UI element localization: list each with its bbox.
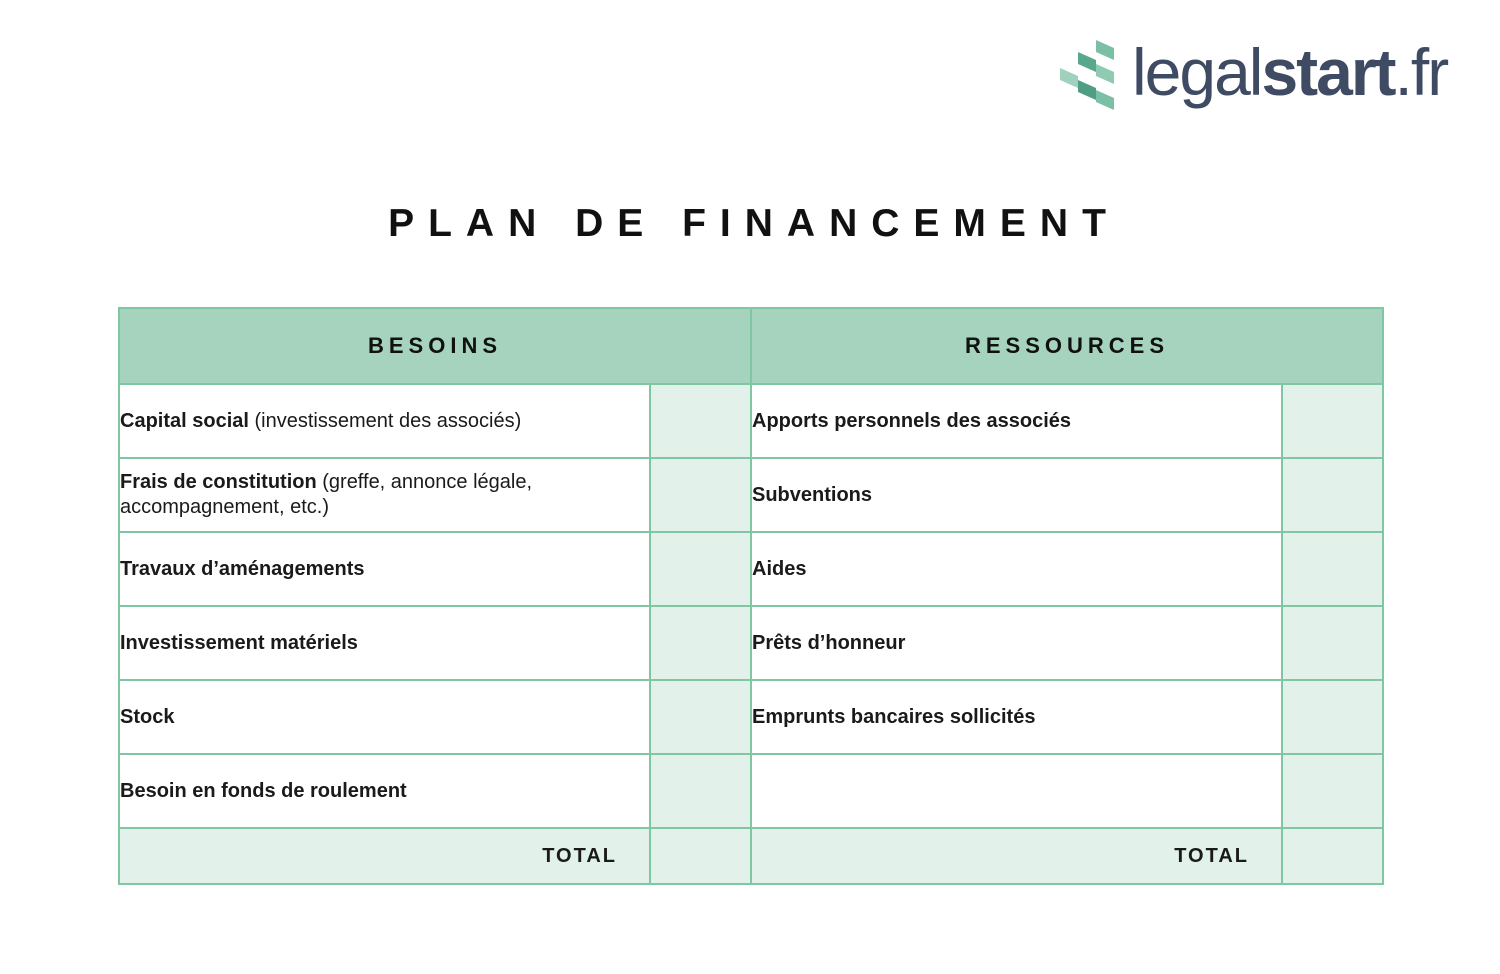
besoin-label: Travaux d’aménagements: [119, 532, 650, 606]
ressource-value-cell[interactable]: [1282, 606, 1383, 680]
table-row: [119, 532, 1383, 606]
besoin-value-cell[interactable]: [650, 754, 751, 828]
total-label-ressources: TOTAL: [751, 828, 1282, 884]
ressource-label: Apports personnels des associés: [751, 384, 1282, 458]
besoin-value-cell[interactable]: [650, 532, 751, 606]
ressource-label: [751, 754, 1282, 828]
total-ressources-value-cell[interactable]: [1282, 828, 1383, 884]
table-row: [119, 384, 1383, 458]
logo-text-suffix: .fr: [1394, 35, 1448, 109]
financing-plan-table: [118, 307, 1384, 885]
table-row: [119, 680, 1383, 754]
besoin-label: Capital social (investissement des associés): [119, 384, 650, 458]
ressource-label: Aides: [751, 532, 1282, 606]
logo-wordmark: [1132, 35, 1448, 109]
besoin-label: Frais de constitution (greffe, annonce légale, accompagnement, etc.): [119, 458, 650, 532]
ressource-value-cell[interactable]: [1282, 532, 1383, 606]
ressource-label: Emprunts bancaires sollicités: [751, 680, 1282, 754]
total-row: [119, 828, 1383, 884]
besoin-label: Investissement matériels: [119, 606, 650, 680]
logo-text-bold: start: [1261, 35, 1395, 109]
ressource-value-cell[interactable]: [1282, 754, 1383, 828]
logo-text-light: legal: [1132, 35, 1262, 109]
besoin-value-cell[interactable]: [650, 384, 751, 458]
header-besoins: BESOINS: [119, 308, 751, 384]
legalstart-logo: [1058, 35, 1448, 118]
besoin-label: Stock: [119, 680, 650, 754]
page-title: PLAN DE FINANCEMENT: [388, 202, 1120, 245]
besoin-value-cell[interactable]: [650, 680, 751, 754]
header-ressources: RESSOURCES: [751, 308, 1383, 384]
legalstart-logo-mark-icon: [1058, 38, 1118, 118]
ressource-label: Prêts d’honneur: [751, 606, 1282, 680]
ressource-value-cell[interactable]: [1282, 680, 1383, 754]
besoin-value-cell[interactable]: [650, 606, 751, 680]
ressource-value-cell[interactable]: [1282, 384, 1383, 458]
total-label-besoins: TOTAL: [119, 828, 650, 884]
besoin-label: Besoin en fonds de roulement: [119, 754, 650, 828]
ressource-label: Subventions: [751, 458, 1282, 532]
total-besoins-value-cell[interactable]: [650, 828, 751, 884]
table-row: [119, 754, 1383, 828]
ressource-value-cell[interactable]: [1282, 458, 1383, 532]
table-row: [119, 458, 1383, 532]
besoin-value-cell[interactable]: [650, 458, 751, 532]
table-header-row: [119, 308, 1383, 384]
table-row: [119, 606, 1383, 680]
